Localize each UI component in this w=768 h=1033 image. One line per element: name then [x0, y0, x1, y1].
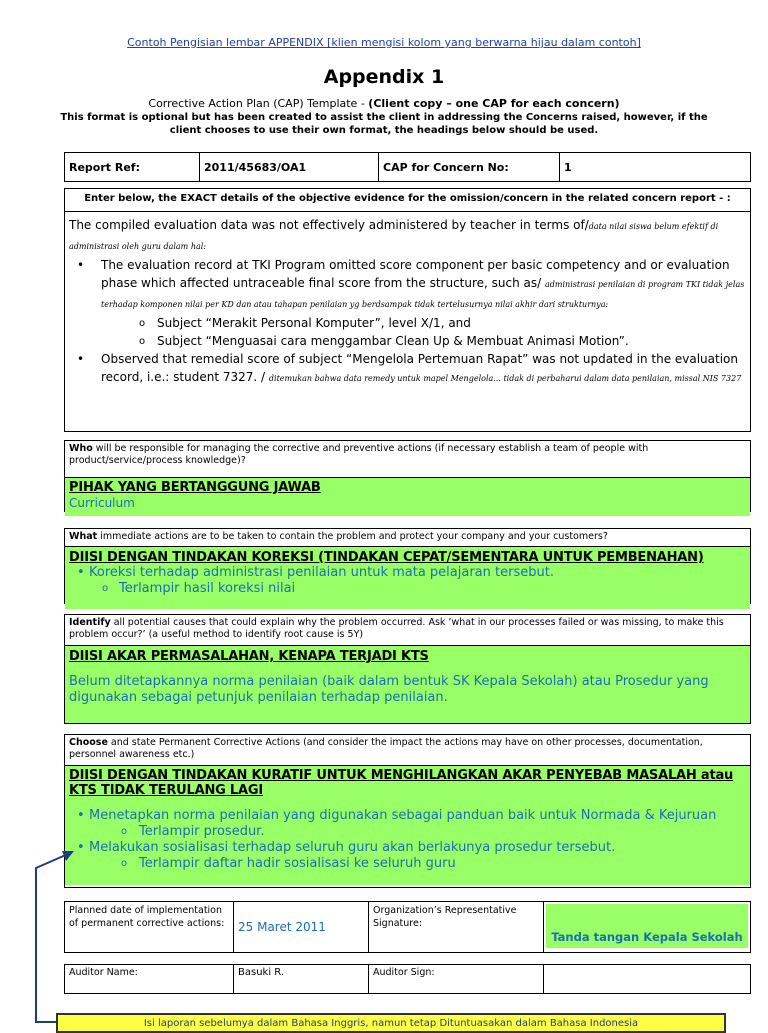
choose-sub-1: o Terlampir prosedur.: [121, 824, 265, 839]
subtitle: [0, 97, 768, 110]
cap-concern-label: CAP for Concern No:: [379, 153, 560, 182]
who-answer-box[interactable]: [65, 477, 750, 516]
what-bullet: • Koreksi terhadap administrasi penilaian untuk mata pelajaran tersebut.: [69, 565, 746, 581]
connector-arrow: [0, 840, 80, 1024]
subtitle-bold: (Client copy – one CAP for each concern): [368, 97, 620, 110]
evidence-body: [65, 212, 750, 388]
choose-answer-box[interactable]: [65, 765, 750, 885]
footer-note: Isi laporan sebelumya dalam Bahasa Inggris, namun tetap Dituntuasakan dalam Bahasa Indonesia: [56, 1013, 726, 1033]
what-heading: DIISI DENGAN TINDAKAN KOREKSI (TINDAKAN CEPAT/SEMENTARA UNTUK PEMBENAHAN): [69, 550, 704, 565]
choose-q-rest: and state Permanent Corrective Actions (and consider the impact the actions may have on other processes, documentation, personnel awareness etc.): [69, 737, 703, 760]
page-title: Appendix 1: [323, 66, 445, 88]
planned-date-table: [64, 901, 751, 953]
cap-concern-value: 1: [560, 153, 751, 182]
what-q-bold: What: [69, 531, 98, 542]
rep-signature-label: Organization’s Representative Signature:: [369, 902, 544, 953]
identify-question: [65, 615, 750, 645]
evidence-intro-text: The compiled evaluation data was not effectively administered by teacher in terms of/: [69, 218, 589, 232]
auditor-name-value: Basuki R.: [234, 965, 369, 994]
auditor-name-label: Auditor Name:: [65, 965, 234, 994]
what-answer-box[interactable]: [65, 546, 750, 609]
auditor-table: [64, 964, 751, 994]
who-heading: PIHAK YANG BERTANGGUNG JAWAB: [69, 480, 321, 495]
choose-heading: DIISI DENGAN TINDAKAN KURATIF UNTUK MENGHILANGKAN AKAR PENYEBAB MASALAH atau KTS TIDAK TERULANG LAGI: [69, 768, 734, 798]
choose-bullet-1: • Menetapkan norma penilaian yang digunakan sebagai panduan baik untuk Normada & Kejuruan: [69, 808, 746, 824]
evidence-section: [64, 188, 751, 432]
auditor-sign-label: Auditor Sign:: [369, 965, 544, 994]
evidence-bullet-1-handwritten: administrasi penilaian di program TKI tidak jelas terhadap komponen nilai per KD dan atau tahapan penilaian yg berdsampak tidak tertelusurnya nilai akhir dari strukturnya:: [101, 280, 745, 309]
who-question: [65, 441, 750, 477]
what-question: [65, 529, 750, 546]
choose-section: [64, 734, 751, 888]
auditor-sign-cell[interactable]: [544, 965, 751, 994]
evidence-bullet-2-text: Observed that remedial score of subject “Mengelola Pertemuan Rapat” was not updated in the evaluation record, i.e.: student 7327. /: [101, 352, 739, 384]
planned-date-label: Planned date of implementation of permanent corrective actions:: [65, 902, 234, 953]
report-ref-table: [64, 152, 751, 182]
who-q-bold: Who: [69, 443, 93, 454]
report-ref-label: Report Ref:: [65, 153, 200, 182]
evidence-heading: Enter below, the EXACT details of the objective evidence for the omission/concern in the related concern report - :: [65, 189, 750, 212]
identify-answer-box[interactable]: [65, 645, 750, 723]
identify-answer: Belum ditetapkannya norma penilaian (baik dalam bentuk SK Kepala Sekolah) atau Prosedur yang digunakan sebagai petunjuk penilaian terhadap penilaian.: [69, 674, 709, 705]
identify-section: [64, 614, 751, 724]
who-section: [64, 440, 751, 512]
choose-sub-2-text: Terlampir daftar hadir sosialisasi ke seluruh guru: [139, 856, 456, 871]
choose-question: [65, 735, 750, 765]
rep-signature-cell[interactable]: [544, 902, 751, 953]
choose-sub-2: o Terlampir daftar hadir sosialisasi ke seluruh guru: [121, 856, 456, 871]
identify-heading: DIISI AKAR PERMASALAHAN, KENAPA TERJADI KTS: [69, 649, 429, 664]
format-note: This format is optional but has been created to assist the client in addressing the Concerns raised, however, if the client chooses to use their own format, the headings below should be used.: [60, 112, 708, 136]
what-sub: o Terlampir hasil koreksi nilai: [102, 581, 296, 596]
planned-date-value[interactable]: 25 Maret 2011: [234, 902, 369, 953]
instruction-link[interactable]: Contoh Pengisian lembar APPENDIX [klien mengisi kolom yang berwarna hijau dalam contoh]: [127, 36, 641, 49]
choose-sub-1-text: Terlampir prosedur.: [139, 824, 265, 839]
who-answer: Curriculum: [69, 496, 135, 510]
what-sub-text: Terlampir hasil koreksi nilai: [119, 581, 296, 596]
evidence-intro-handwritten: data nilai siswa belum efektif di administrasi oleh guru dalam hal:: [69, 222, 719, 251]
evidence-bullet-2: [69, 350, 746, 388]
evidence-bullet-1-text: The evaluation record at TKI Program omitted score component per basic competency and or evaluation phase which affected untraceable final score from the structure, such as/: [101, 258, 730, 290]
evidence-bullet-2-handwritten: ditemukan bahwa data remedy untuk mapel Mengelola... tidak di perbaharui dalam data penilaian, missal NIS 7327: [268, 374, 742, 383]
who-q-rest: will be responsible for managing the corrective and preventive actions (if necessary establish a team of people with product/service/process knowledge)?: [69, 443, 649, 466]
choose-q-bold: Choose: [69, 737, 108, 748]
what-q-rest: immediate actions are to be taken to contain the problem and protect your company and your customers?: [97, 531, 608, 542]
evidence-sub-1: o Subject “Merakit Personal Komputer”, level X/1, and: [69, 314, 746, 332]
what-section: [64, 528, 751, 604]
identify-q-rest: all potential causes that could explain why the problem occurred. Ask ‘what in our processes failed or was missing, to make this problem occur?’ (a useful method to identify root cause is 5Y): [69, 617, 724, 640]
report-ref-value: 2011/45683/OA1: [200, 153, 379, 182]
evidence-bullet-1: [69, 256, 746, 314]
rep-signature-value: Tanda tangan Kepala Sekolah: [546, 904, 748, 948]
evidence-intro: [69, 216, 746, 256]
evidence-sub-2: o Subject “Menguasai cara menggambar Clean Up & Membuat Animasi Motion”.: [69, 332, 746, 350]
subtitle-plain: Corrective Action Plan (CAP) Template -: [148, 97, 369, 110]
identify-q-bold: Identify: [69, 617, 111, 628]
choose-bullet-2: • Melakukan sosialisasi terhadap seluruh guru akan berlakunya prosedur tersebut.: [69, 840, 746, 856]
